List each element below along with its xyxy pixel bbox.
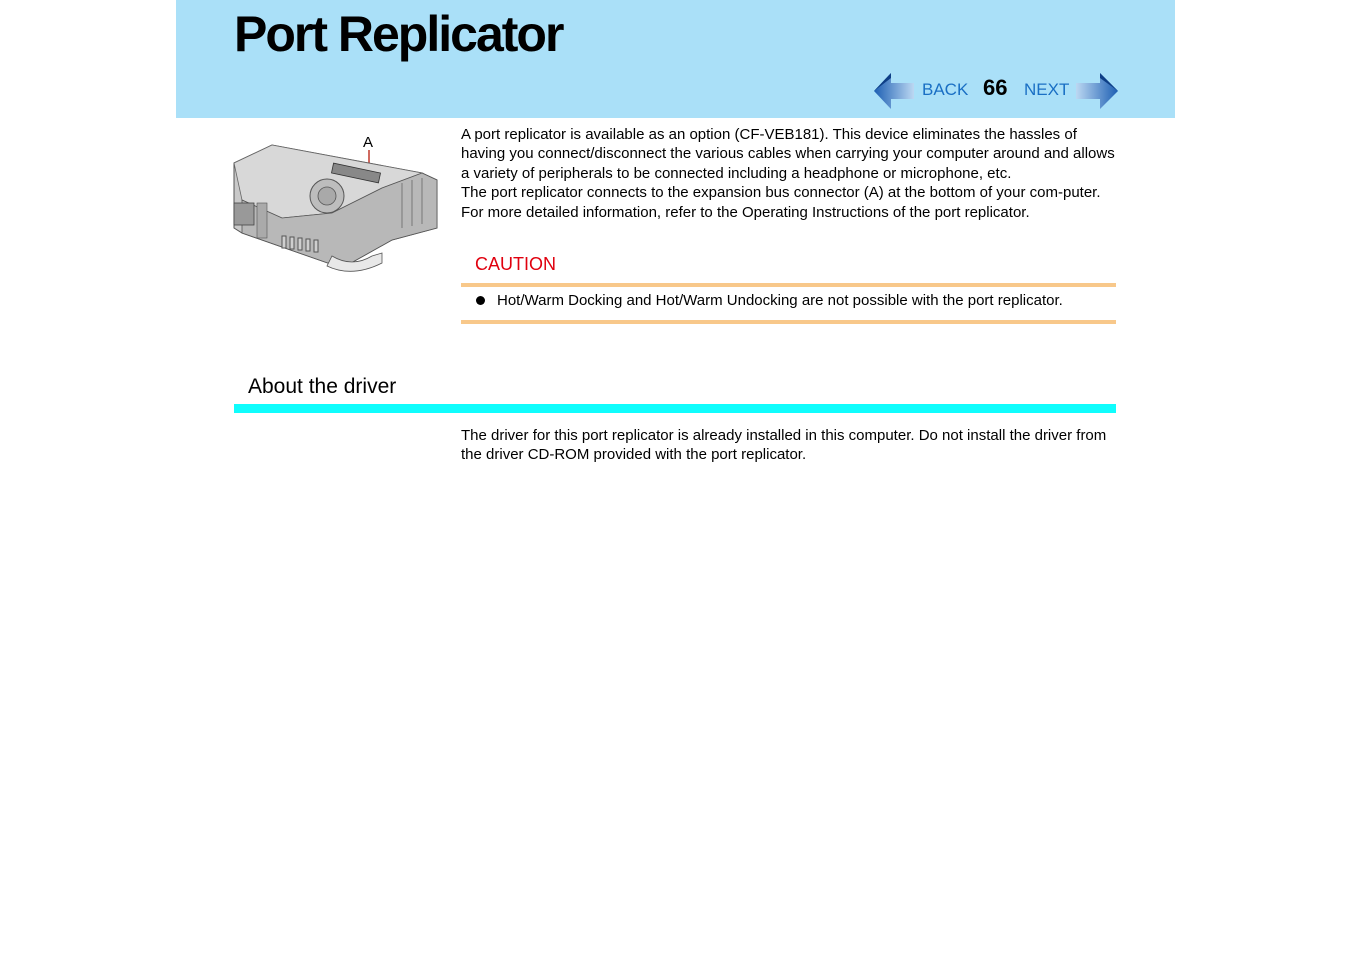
port-replicator-illustration xyxy=(232,128,442,273)
next-arrow-icon[interactable] xyxy=(1076,72,1118,110)
section-divider xyxy=(234,404,1116,413)
bullet-icon xyxy=(476,296,485,305)
next-button[interactable]: NEXT xyxy=(1024,80,1070,99)
intro-paragraph: A port replicator is available as an option (CF-VEB181). This device eliminates the hassles of having you connect/disconnect the various cables when carrying your computer around and allows a variety of peripherals to be connected including a headphone or microphone, etc. xyxy=(461,126,1115,182)
intro-paragraph: For more detailed information, refer to the Operating Instructions of the port replicator. xyxy=(461,203,1030,221)
caution-rule-bottom xyxy=(461,320,1116,324)
callout-label: A xyxy=(363,134,374,151)
intro-paragraph: The port replicator connects to the expansion bus connector (A) at the bottom of your com-puter. xyxy=(461,184,1101,202)
section-title: About the driver xyxy=(248,375,397,398)
caution-rule-top xyxy=(461,283,1116,287)
page-header xyxy=(176,0,1175,118)
back-button[interactable]: BACK xyxy=(922,80,969,99)
page-title: Port Replicator xyxy=(234,6,563,62)
caution-item: Hot/Warm Docking and Hot/Warm Undocking are not possible with the port replicator. xyxy=(497,292,1063,309)
intro-text xyxy=(461,125,1121,222)
driver-text: The driver for this port replicator is already installed in this computer. Do not install the driver from the driver CD-ROM provided with the port replicator. xyxy=(461,427,1107,464)
caution-label: CAUTION xyxy=(475,254,556,274)
back-arrow-icon[interactable] xyxy=(874,72,914,110)
page-number: 66 xyxy=(983,75,1008,100)
